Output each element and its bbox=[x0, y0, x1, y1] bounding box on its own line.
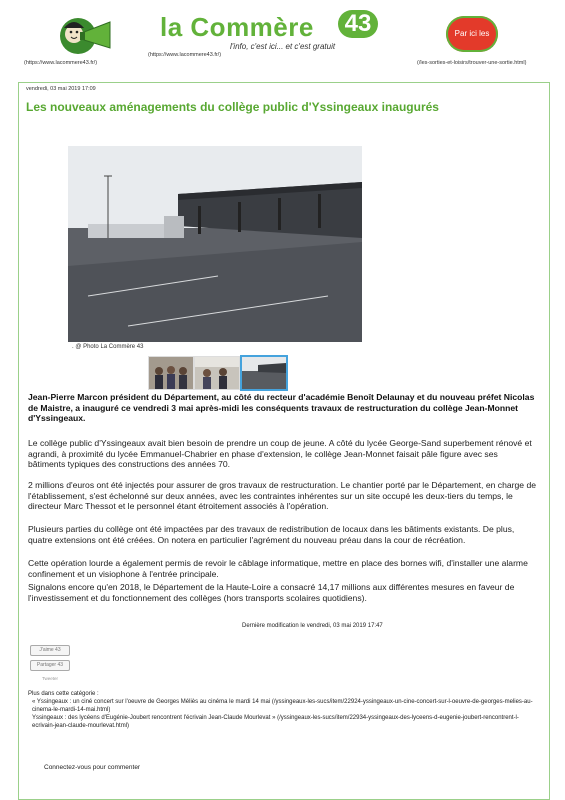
article-paragraph-4: Cette opération lourde a également permis de revoir le câblage informatique, mettre en place des bornes wifi, d'installer une alarme confinement et un visiophone à l'entrée principale. bbox=[28, 558, 528, 579]
brand-tagline: l'info, c'est ici... et c'est gratuit bbox=[230, 42, 336, 51]
like-button[interactable]: J'aime 43 bbox=[30, 645, 70, 656]
site-brand[interactable] bbox=[160, 12, 400, 52]
article-paragraph-1: Le collège public d'Yssingeaux avait bien besoin de prendre un coup de jeune. A côté du lycée George-Sand superbement rénové et agrandi, à proximité du lycée Emmanuel-Chabrier en phase d'extension, le collège Jean-Monnet faisait pâle figure avec ses bâtiments typiques des constructions des années 70. bbox=[28, 438, 532, 469]
more-item-2[interactable]: Yssingeaux : des lycéens d'Eugénie-Joubert rencontrent l'écrivain Jean-Claude Mourlevat » (/yssingeaux-les-sucs/item/22934-yssingeaux-des-lyceens-d-eugenie-joubert-rencontrent-l-ecrivain-jean-claude-mourlevat.html) bbox=[32, 715, 519, 729]
share-button[interactable]: Partager 43 bbox=[30, 660, 70, 671]
more-in-category bbox=[28, 690, 538, 730]
left-logo-link[interactable]: (https://www.lacommere43.fr/) bbox=[24, 60, 98, 66]
brand-number: 43 bbox=[338, 10, 378, 38]
thumbnail-1[interactable] bbox=[148, 356, 194, 390]
center-link[interactable]: (https://www.lacommere43.fr/) bbox=[148, 52, 222, 58]
article-photo[interactable] bbox=[68, 146, 362, 342]
thumbnail-2[interactable] bbox=[194, 356, 240, 390]
photo-credit: . @ Photo La Commère 43 bbox=[72, 344, 144, 350]
article-title: Les nouveaux aménagements du collège public d'Yssingeaux inaugurés bbox=[26, 100, 439, 114]
last-modified: Dernière modification le vendredi, 03 mai 2019 17:47 bbox=[242, 623, 383, 629]
article-lead: Jean-Pierre Marcon président du Département, au côté du recteur d'académie Benoît Delaunay et du nouveau préfet Nicolas de Maistre, a inauguré ce vendredi 3 mai après-midi les conséquents travaux de restructuration du collège Jean-Monnet d'Yssingeaux. bbox=[28, 392, 535, 423]
brand-title: la Commère bbox=[160, 12, 314, 42]
more-item-1[interactable]: « Yssingeaux : un ciné concert sur l'oeuvre de Georges Méliès au cinéma le mardi 14 mai (/yssingeaux-les-sucs/item/22924-yssingeaux-un-cine-concert-sur-l-oeuvre-de-georges-melies-au-cinema-le-mardi-14-mai.html) bbox=[32, 699, 533, 713]
article-date: vendredi, 03 mai 2019 17:09 bbox=[26, 86, 96, 92]
more-heading: Plus dans cette catégorie : bbox=[28, 691, 99, 697]
article-paragraph-5: Signalons encore qu'en 2018, le Département de la Haute-Loire a consacré 14,17 millions aux différentes mesures en faveur de l'investissement et du fonctionnement des collèges (hors transports scolaires quotidiens). bbox=[28, 582, 515, 603]
article-paragraph-3: Plusieurs parties du collège ont été impactées par des travaux de redistribution de locaux dans les bâtiments existants. De plus, quatre extensions ont été créées. On notera en particulier l'agrément du nouveau préau dans la cour de récréation. bbox=[28, 524, 515, 545]
sorties-link[interactable]: (/les-sorties-et-loisirs/trouver-une-sortie.html) bbox=[417, 60, 527, 66]
article-paragraph-2: 2 millions d'euros ont été injectés pour assurer de gros travaux de restructuration. Le chantier porté par le Département, en charge de l'établissement, s'est échelonné sur deux années, avec les contraintes inhérentes sur un site occupé les deux-tiers du temps, le directeur Marc Thessot et le personnel étant étroitement associés à l'opération. bbox=[28, 480, 536, 511]
sorties-button[interactable]: Par ici les sorties bbox=[446, 16, 498, 52]
connect-to-comment-link[interactable]: Connectez-vous pour commenter bbox=[44, 764, 141, 771]
thumbnail-strip bbox=[148, 356, 288, 388]
tweet-button[interactable]: Tweeter bbox=[42, 676, 59, 681]
thumbnail-3[interactable] bbox=[240, 355, 288, 391]
site-logo-icon[interactable] bbox=[56, 14, 116, 58]
